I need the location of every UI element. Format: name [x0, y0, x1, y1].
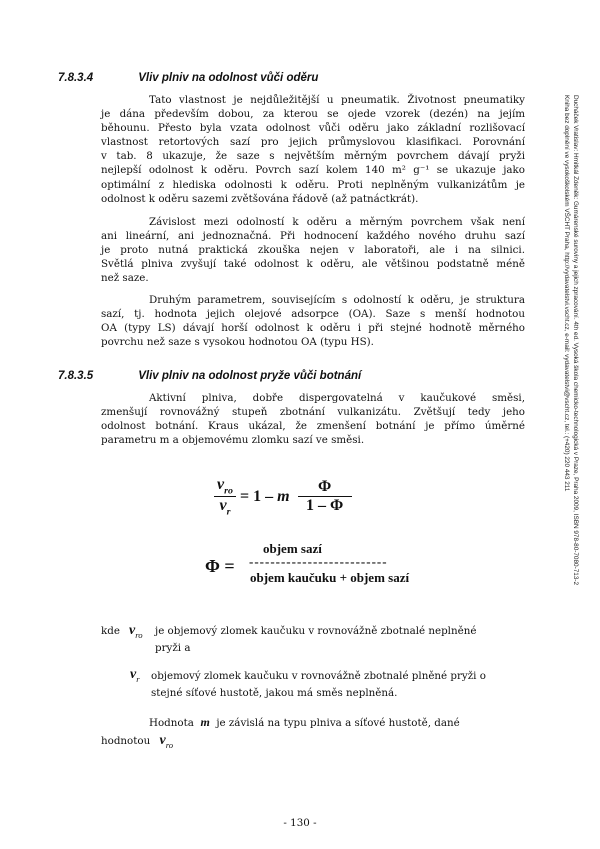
- var-m: m: [200, 715, 210, 729]
- definition-vro: [101, 623, 541, 654]
- text-line: Tato vlastnost je nejdůležitější u pneumatik. Životnost pneumatiky: [149, 94, 525, 106]
- text-line: sazí, tj. hodnota jejich olejové adsorpce (OA). Saze s menší hodnotou: [101, 308, 525, 321]
- text-line: odolnost k oděru sazemi zvětšována řádově (až patnáctkrát).: [101, 192, 419, 205]
- paragraph: [101, 93, 525, 206]
- text-line: Druhým parametrem, souvisejícím s odolností k oděru, je struktura: [149, 294, 525, 306]
- phi-def-numerator: objem sazí: [263, 541, 322, 556]
- text-line: v tab. 8 ukazuje, že saze s největším měrným povrchem dávají pryži: [101, 150, 525, 163]
- var-v: v: [130, 667, 137, 682]
- phi-def-dashes: --------------------------: [249, 554, 388, 569]
- def-symbol: [130, 667, 140, 684]
- def-text: je objemový zlomek kaučuku v rovnovážně zbotnalé neplněné: [155, 625, 477, 637]
- text-line: je proto nutná praktická zkouška nejen v laboratoři, ale i na silnici.: [101, 244, 525, 257]
- text-line: optimální z hlediska odolnosti k oděru. Proti neplněným vulkanizátům je: [101, 178, 525, 191]
- equation-middle: = 1 –: [240, 487, 278, 505]
- fraction-vro-vr: [214, 476, 236, 518]
- paragraph: [101, 293, 525, 349]
- var-v: v: [217, 476, 225, 493]
- text-line: parametru m a objemovému zlomku sazí ve směsi.: [101, 434, 365, 447]
- text-line: zmenšují rovnovážný stupeň zbotnání vulkanizátu. Zvětšují tedy jeho: [101, 406, 525, 419]
- text-line: nejlepší odolnost k oděru. Povrch sazí kolem 140 m² g⁻¹ se ukazuje jako: [101, 164, 525, 177]
- paragraph: [101, 215, 525, 285]
- text-line: běhounu. Přesto byla vzata odolnost vůči oděru jako základní rozlišovací: [101, 122, 525, 135]
- text-line: je dána především dobou, za kterou se ojede vzorek (dezén) na jejím: [101, 108, 525, 121]
- subscript: ro: [165, 739, 174, 750]
- closing-text-rest: je závislá na typu plniva a síťové hustotě, dané: [216, 717, 460, 729]
- phi-lhs: Φ =: [205, 556, 235, 576]
- text-line: vlastnost retortových sazí pro jejich průmyslovou klasifikaci. Porovnání: [101, 136, 525, 149]
- subscript: r: [136, 673, 140, 684]
- def-text: stejné síťové hustotě, jakou má směs neplněná.: [151, 687, 398, 699]
- subscript: ro: [224, 485, 233, 497]
- side-note-line1: Ducháček Vratislav: Hmitkál Zdeněk: Gumárenské suroviny a jejich zpracování. 4th ed. Vysoká škola chemicko-technologická v Praze, Praha 2009, ISBN 978-80-7080-713-2: [572, 95, 579, 586]
- section-title: Vliv plniv na odolnost vůči oděru: [138, 72, 319, 84]
- section-number: 7.8.3.5: [58, 370, 94, 382]
- def-symbol: [129, 623, 143, 640]
- var-v: v: [219, 497, 227, 515]
- kde-word: kde: [101, 625, 120, 637]
- text-line: odolnost botnání. Kraus ukázal, že zmenšení botnání je přímo úměrné: [101, 420, 525, 433]
- paragraph: [101, 391, 525, 447]
- var-m: m: [277, 487, 290, 505]
- def-text: objemový zlomek kaučuku v rovnovážně zbotnalé plněné pryži o: [151, 670, 486, 682]
- text-line: než saze.: [101, 272, 149, 285]
- section-title: Vliv plniv na odolnost pryže vůči botnání: [138, 370, 362, 382]
- closing-word: Hodnota: [149, 717, 194, 729]
- var-v: v: [129, 623, 136, 638]
- equation-kraus: [214, 476, 352, 518]
- def-text: pryži a: [155, 642, 191, 654]
- subscript: ro: [135, 629, 143, 640]
- text-line: povrchu než saze s vysokou hodnotou OA (typu HS).: [101, 336, 374, 349]
- closing-line-2: [101, 733, 173, 750]
- text-line: Aktivní plniva, dobře dispergovatelná v kaučukové směsi,: [149, 392, 525, 404]
- text-line: OA (typy LS) dávají horší odolnost k oděru i při stejné hodnotě měrného: [101, 322, 525, 335]
- text-line: ani lineární, ani jednoznačná. Při hodnocení každého nového druhu sazí: [101, 230, 525, 243]
- closing-word: hodnotou: [101, 735, 151, 747]
- section-heading-1: [58, 72, 318, 84]
- phi-denominator: 1 – Φ: [305, 497, 344, 515]
- text-line: Světlá plniva zvyšují také odolnost k oděru, ale většinou podstatně méně: [101, 258, 525, 271]
- subscript: r: [226, 506, 231, 518]
- side-note-line2: Kniha bez doplnění ve vysokoškolském VŠCHT Praha, http://vydavatelstvi.vscht.cz, e-mail: vydavatelstvi@vscht.cz, tel.: (+420) 220 443 211: [563, 95, 570, 492]
- fraction-phi: [298, 478, 352, 515]
- var-v: v: [159, 733, 166, 748]
- section-number: 7.8.3.4: [58, 72, 94, 84]
- closing-symbol: [160, 733, 174, 748]
- phi-def-denominator: objem kaučuku + objem sazí: [250, 570, 410, 585]
- text-line: Závislost mezi odolností k oděru a měrným povrchem však není: [149, 216, 525, 228]
- page-number: - 130 -: [283, 817, 317, 829]
- phi-numerator: Φ: [317, 478, 332, 496]
- section-heading-2: [58, 370, 361, 382]
- closing-text: [149, 715, 460, 730]
